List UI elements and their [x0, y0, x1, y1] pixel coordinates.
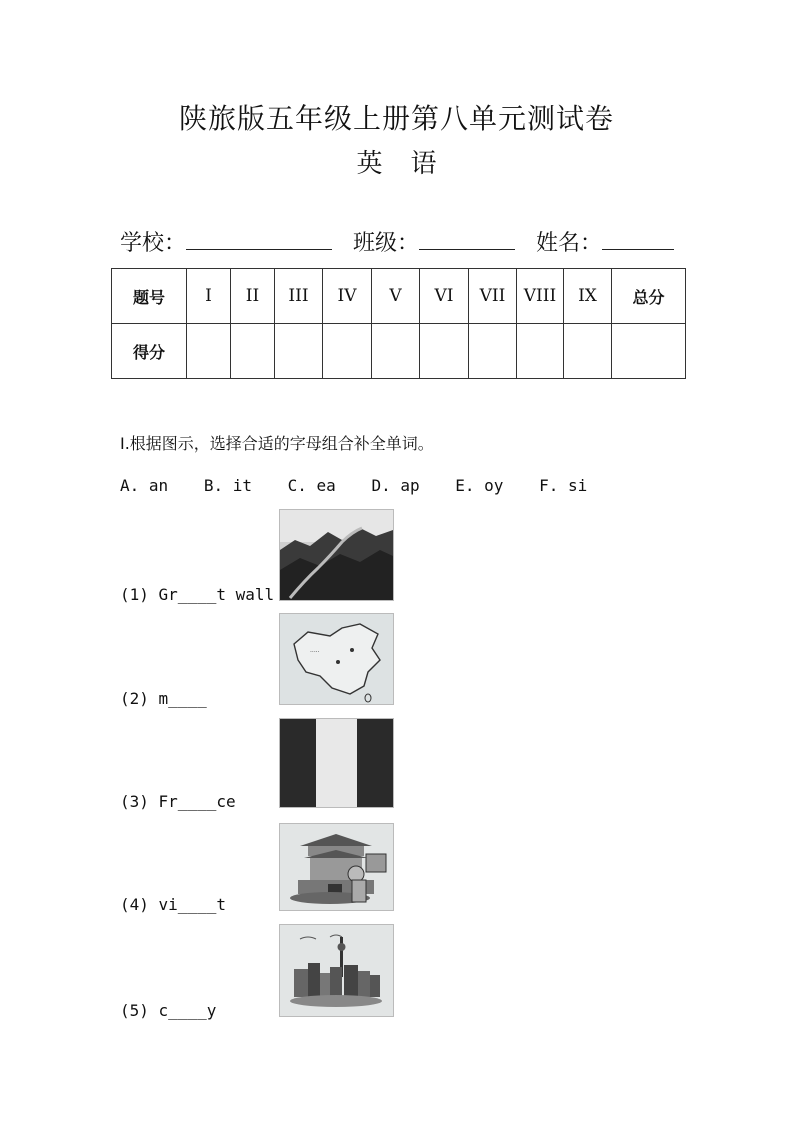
option-d: D. ap: [371, 476, 420, 495]
column-1: I: [187, 269, 231, 324]
score-cell[interactable]: [187, 324, 231, 379]
france-flag-picture: [279, 718, 394, 808]
school-label: 学校：: [120, 231, 187, 256]
score-cell[interactable]: [323, 324, 372, 379]
city-skyline-picture: [279, 924, 394, 1017]
score-label: 得分: [112, 324, 187, 379]
school-blank[interactable]: [186, 227, 332, 250]
column-5: V: [372, 269, 420, 324]
column-4: IV: [323, 269, 372, 324]
option-f: F. si: [539, 476, 588, 495]
score-cell[interactable]: [420, 324, 469, 379]
column-9: IX: [564, 269, 612, 324]
score-cell[interactable]: [231, 324, 275, 379]
column-6: VI: [420, 269, 469, 324]
question-3: (3) Fr____ce: [120, 792, 236, 811]
score-cell[interactable]: [469, 324, 517, 379]
column-2: II: [231, 269, 275, 324]
question-4: (4) vi____t: [120, 895, 226, 914]
bell-tower-visit-picture: [279, 823, 394, 911]
question-1: (1) Gr____t wall: [120, 585, 275, 604]
score-table-score-row: [112, 324, 686, 379]
name-blank[interactable]: [602, 227, 674, 250]
score-cell[interactable]: [517, 324, 564, 379]
question-5: (5) c____y: [120, 1001, 217, 1020]
page-title: 陕旅版五年级上册第八单元测试卷: [178, 102, 614, 135]
column-8: VIII: [517, 269, 564, 324]
page-subtitle: 英语: [356, 149, 465, 179]
score-cell[interactable]: [275, 324, 323, 379]
total-label: 总分: [612, 269, 686, 324]
option-c: C. ea: [287, 476, 336, 495]
class-blank[interactable]: [419, 227, 515, 250]
total-score-cell[interactable]: [612, 324, 686, 379]
column-3: III: [275, 269, 323, 324]
score-cell[interactable]: [372, 324, 420, 379]
svg-text:·····: ·····: [310, 649, 320, 656]
name-label: 姓名：: [536, 231, 603, 256]
option-e: E. oy: [455, 476, 504, 495]
column-7: VII: [469, 269, 517, 324]
option-b: B. it: [203, 476, 252, 495]
letter-options: [120, 476, 613, 495]
student-info-row: [120, 226, 674, 257]
score-cell[interactable]: [564, 324, 612, 379]
option-a: A. an: [120, 476, 169, 495]
section-1-title: I.根据图示，选择合适的字母组合补全单词。: [120, 434, 434, 453]
great-wall-photo: [279, 509, 394, 601]
china-map-picture: [279, 613, 394, 705]
question-number-label: 题号: [112, 269, 187, 324]
class-label: 班级：: [353, 231, 420, 256]
score-table-header-row: [112, 269, 686, 324]
score-table: [111, 268, 686, 379]
question-2: (2) m____: [120, 689, 207, 708]
